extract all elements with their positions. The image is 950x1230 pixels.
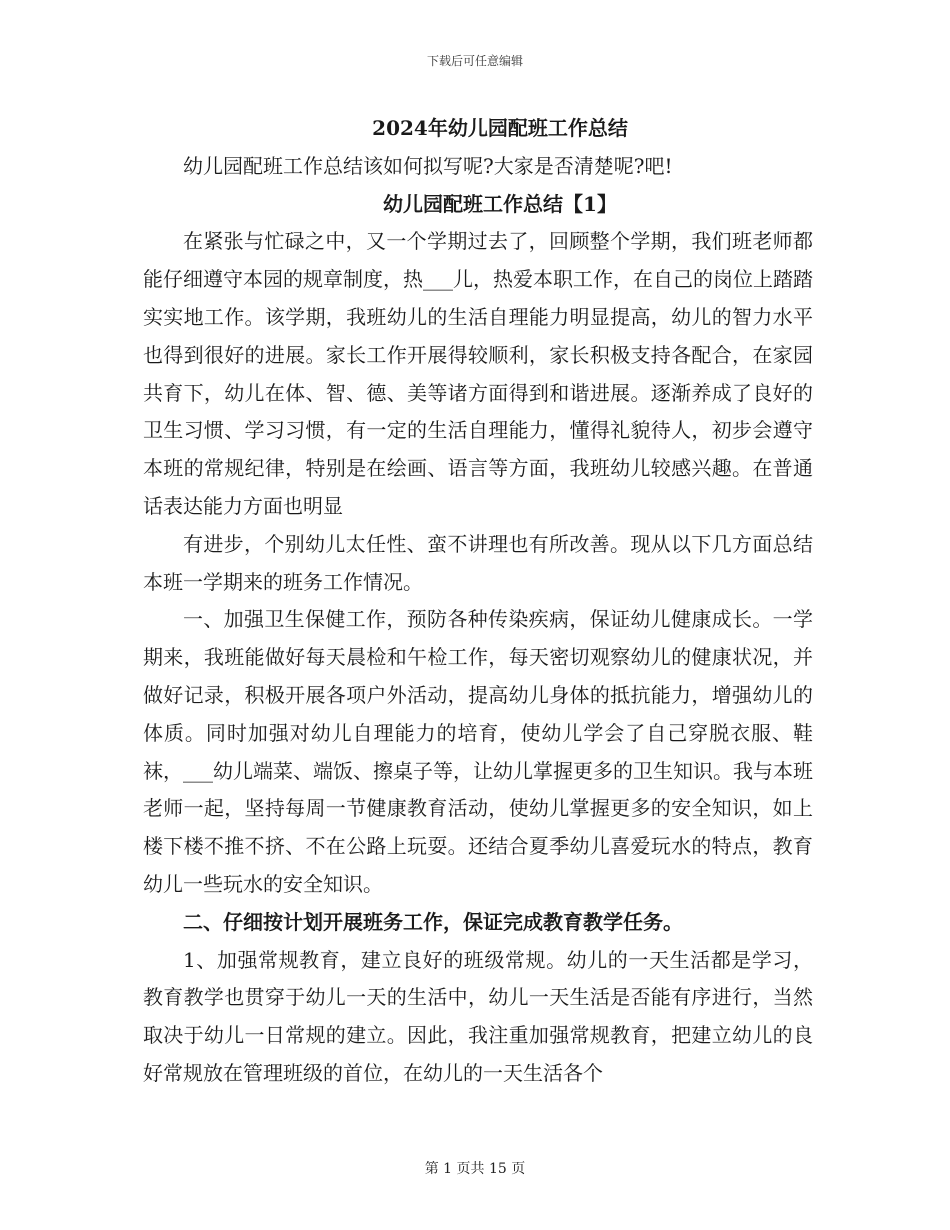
section-title: 幼儿园配班工作总结【1】: [383, 191, 617, 216]
page-header: 下载后可任意编辑: [426, 54, 523, 68]
intro-text: 幼儿园配班工作总结该如何拟写呢?大家是否清楚呢?吧!: [183, 153, 673, 178]
page-footer: 第 1 页共 15 页: [424, 1161, 526, 1177]
paragraph: 一、加强卫生保健工作，预防各种传染疾病，保证幼儿健康成长。一学期来，我班能做好每天晨检和午检工作，每天密切观察幼儿的健康状况，并做好记录，积极开展各项户外活动，提高幼儿身体的抵抗能力，增强幼儿的体质。同时加强对幼儿自理能力的培育，使幼儿学会了自己穿脱衣服、鞋袜，___幼儿端菜、端饭、擦桌子等，让幼儿掌握更多的卫生知识。我与本班老师一起，坚持每周一节健康教育活动，使幼儿掌握更多的安全知识，如上楼下楼不推不挤、不在公路上玩耍。还结合夏季幼儿喜爱玩水的特点，教育幼儿一些玩水的安全知识。: [143, 607, 813, 896]
paragraph: 1、加强常规教育，建立良好的班级常规。幼儿的一天生活都是学习，教育教学也贯穿于幼儿一天的生活中，幼儿一天生活是否能有序进行，当然取决于幼儿一日常规的建立。因此，我注重加强常规教育，把建立幼儿的良好常规放在管理班级的首位，在幼儿的一天生活各个: [143, 947, 813, 1085]
paragraph: 在紧张与忙碌之中，又一个学期过去了，回顾整个学期，我们班老师都能仔细遵守本园的规章制度，热___儿，热爱本职工作，在自己的岗位上踏踏实实地工作。该学期，我班幼儿的生活自理能力明显提高，幼儿的智力水平也得到很好的进展。家长工作开展得较顺利，家长积极支持各配合，在家园共育下，幼儿在体、智、德、美等诸方面得到和谐进展。逐渐养成了良好的卫生习惯、学习习惯，有一定的生活自理能力，懂得礼貌待人，初步会遵守本班的常规纪律，特别是在绘画、语言等方面，我班幼儿较感兴趣。在普通话表达能力方面也明显: [143, 229, 813, 518]
section-heading: 二、仔细按计划开展班务工作，保证完成教育教学任务。: [183, 909, 683, 934]
document-title: 2024年幼儿园配班工作总结: [372, 116, 628, 140]
paragraph: 有进步，个别幼儿太任性、蛮不讲理也有所改善。现从以下几方面总结本班一学期来的班务工作情况。: [143, 531, 813, 594]
document-body: [143, 110, 813, 1093]
